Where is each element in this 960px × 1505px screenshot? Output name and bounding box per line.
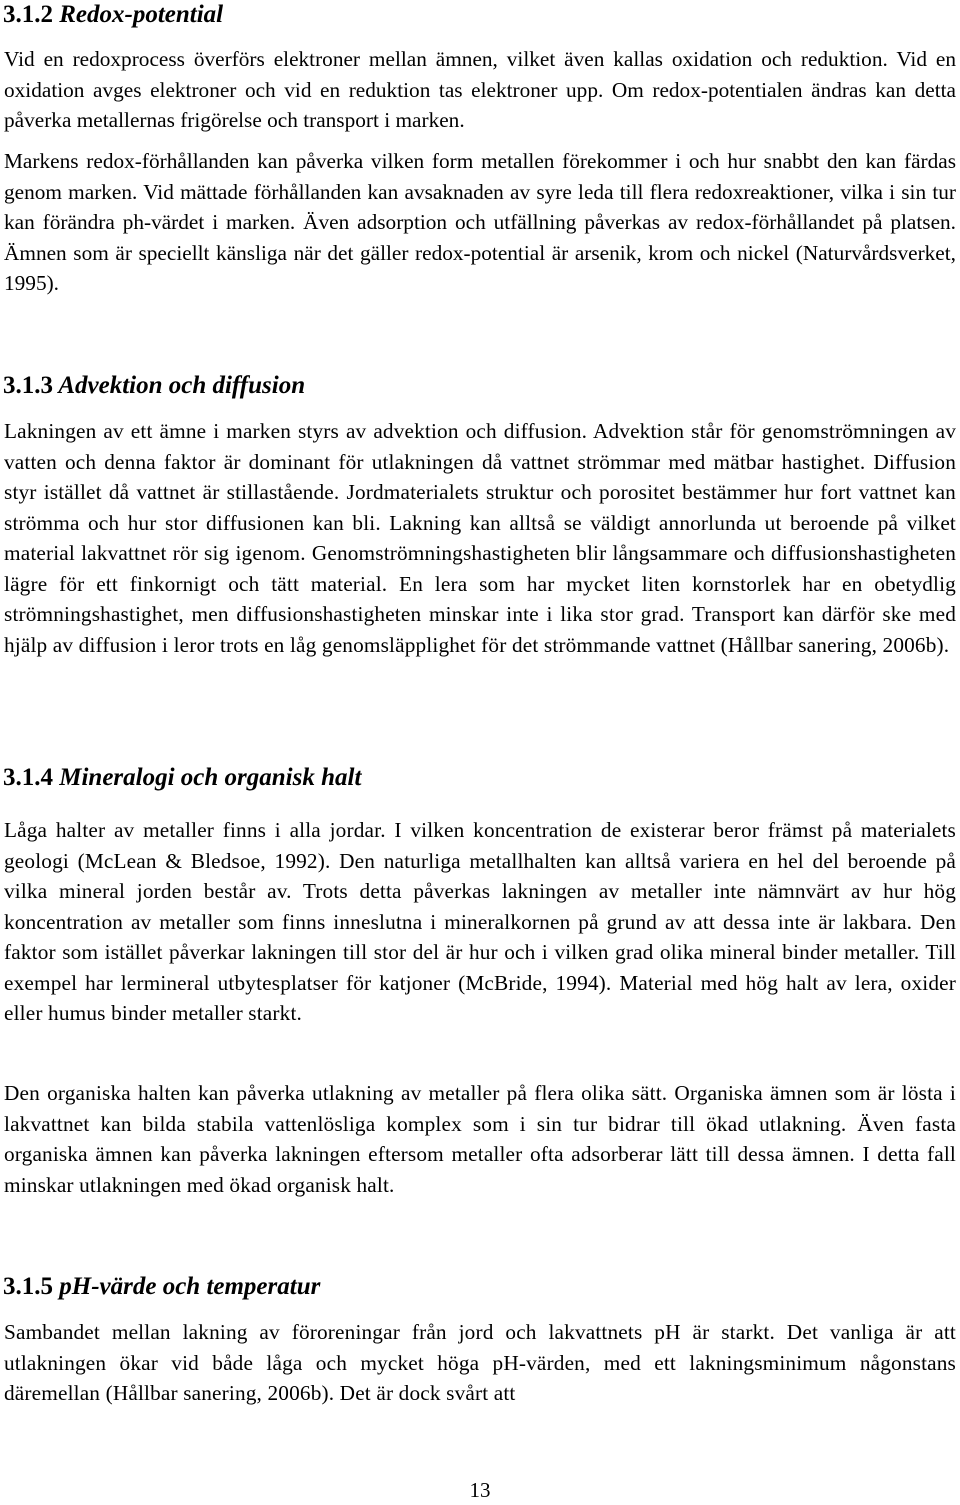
- section-title: pH-värde och temperatur: [59, 1273, 321, 1300]
- section-heading-advektion: [3, 371, 305, 401]
- paragraph-mineralogi: Låga halter av metaller finns i alla jordar. I vilken koncentration de existerar beror främst på materialets geologi (McLean & Bledsoe, 1992). Den naturliga metallhalten kan alltså variera en hel del beroende på vilka mineral jorden består av. Trots detta påverkas lakningen av metaller inte nämnvärt av hur hög koncentration av metaller som finns inneslutna i mineralkornen på grund av att dessa inte är lakbara. Den faktor som istället påverkar lakningen till stor del är hur och i vilken grad olika mineral binder metaller. Till exempel har lermineral utbytesplatser för katjoner (McBride, 1994). Material med hög halt av lera, oxider eller humus binder metaller starkt.: [4, 818, 956, 1025]
- paragraph-redox-intro: Vid en redoxprocess överförs elektroner mellan ämnen, vilket även kallas oxidation och reduktion. Vid en oxidation avges elektroner och vid en reduktion tas elektroner upp. Om redox-potentialen ändras kan detta påverka metallernas frigörelse och transport i marken.: [4, 47, 956, 132]
- paragraph-organisk-halt: Den organiska halten kan påverka utlakning av metaller på flera olika sätt. Organiska ämnen som är lösta i lakvattnet kan bilda stabila vattenlösliga komplex som i sin tur bidrar till ökad utlakning. Även fasta organiska ämnen kan påverka lakningen eftersom metaller ofta adsorberar lätt till dessa ämnen. I detta fall minskar utlakningen med ökad organisk halt.: [4, 1081, 956, 1197]
- section-heading-mineralogi: [3, 763, 361, 793]
- section-number: 3.1.2: [3, 1, 53, 28]
- section-number: 3.1.4: [3, 764, 53, 791]
- section-heading-redox: [3, 0, 223, 30]
- section-title: Redox-potential: [59, 1, 224, 28]
- section-number: 3.1.3: [3, 372, 53, 399]
- section-title: Advektion och diffusion: [58, 372, 306, 399]
- section-title: Mineralogi och organisk halt: [59, 764, 362, 791]
- paragraph-advektion: Lakningen av ett ämne i marken styrs av advektion och diffusion. Advektion står för genomströmningen av vatten och denna faktor är dominant för utlakningen då vattnet strömmar med mätbar hastighet. Diffusion styr istället då vattnet är stillastående. Jordmaterialets struktur och porositet bestämmer hur fort vattnet kan strömma och hur stor diffusionen kan bli. Lakning kan alltså se väldigt annorlunda ut beroende på vilket material lakvattnet rör sig igenom. Genomströmningshastigheten blir långsammare och diffusionshastigheten lägre för ett finkornigt och tätt material. En lera som har mycket liten kornstorlek har en obetydlig strömningshastighet, men diffusionshastigheten minskar inte i lika stor grad. Transport kan därför ske med hjälp av diffusion i leror trots en låg genomsläpplighet för det strömmande vattnet (Hållbar sanering, 2006b).: [4, 419, 956, 657]
- paragraph-redox-conditions: Markens redox-förhållanden kan påverka vilken form metallen förekommer i och hur snabbt den kan färdas genom marken. Vid mättade förhållanden kan avsaknaden av syre leda till flera redoxreaktioner, vilka i sin tur kan förändra ph-värdet i marken. Även adsorption och utfällning påverkas av redox-förhållandet på platsen. Ämnen som är speciellt känsliga när det gäller redox-potential är arsenik, krom och nickel (Naturvårdsverket, 1995).: [4, 149, 956, 295]
- section-number: 3.1.5: [3, 1273, 53, 1300]
- paragraph-ph: Sambandet mellan lakning av föroreningar från jord och lakvattnets pH är starkt. Det vanliga är att utlakningen ökar vid både låga och mycket höga pH-värden, med ett lakningsminimum någonstans däremellan (Hållbar sanering, 2006b). Det är dock svårt att: [4, 1320, 956, 1405]
- section-heading-ph: [3, 1272, 320, 1302]
- page-number: 13: [469, 1478, 491, 1502]
